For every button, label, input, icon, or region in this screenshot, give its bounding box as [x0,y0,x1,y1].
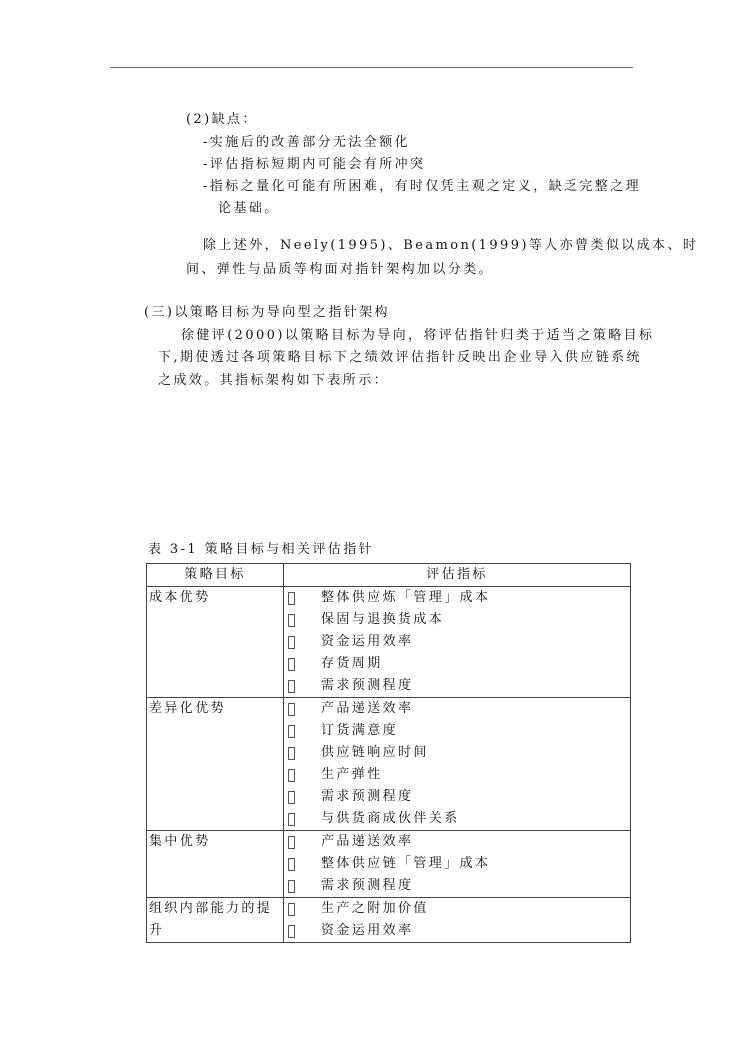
indicator-item [284,875,630,897]
indicator-label: 需求预测程度 [321,878,414,893]
strategy-goal: 差异化优势 [147,698,284,831]
indicator-label: 资金运用效率 [321,634,414,649]
indicator-label: 产品递送效率 [321,701,414,716]
indicator-item [284,720,630,742]
bullet-box-icon [288,903,295,916]
bullet-box-icon [288,725,295,738]
table-row [147,831,631,898]
strategy-goal: 集中优势 [147,831,284,898]
indicator-cell [284,898,631,943]
indicator-label: 整体供应链「管理」成本 [321,856,491,871]
indicator-item [284,831,630,853]
bullet-box-icon [288,680,295,693]
indicator-item [284,631,630,653]
cons-item: -指标之量化可能有所困难，有时仅凭主观之定义，缺乏完整之理 [203,179,641,194]
indicator-label: 需求预测程度 [321,789,414,804]
cons-item: -实施后的改善部分无法全额化 [203,135,410,150]
bullet-box-icon [288,592,295,605]
indicator-label: 生产之附加价值 [321,901,429,916]
indicator-item [284,786,630,808]
indicator-item [284,742,630,764]
column-header: 评估指标 [284,564,631,587]
bullet-box-icon [288,703,295,716]
paragraph-line: 下,期使透过各项策略目标下之绩效评估指针反映出企业导入供应链系统 [158,350,642,365]
cons-item: -评估指标短期内可能会有所冲突 [203,157,426,172]
cons-heading: (2)缺点： [186,112,258,127]
indicator-cell [284,698,631,831]
indicator-item [284,587,630,609]
indicator-label: 存货周期 [321,656,383,671]
indicator-cell [284,831,631,898]
indicator-label: 与供货商成伙伴关系 [321,811,460,826]
indicator-label: 订货满意度 [321,723,399,738]
indicator-label: 生产弹性 [321,767,383,782]
bullet-box-icon [288,614,295,627]
bullet-box-icon [288,636,295,649]
table-row [147,898,631,943]
indicator-label: 整体供应炼「管理」成本 [321,590,491,605]
bullet-box-icon [288,747,295,760]
indicator-item [284,675,630,697]
section-title: (三)以策略目标为导向型之指针架构 [144,305,390,320]
indicator-item [284,653,630,675]
cons-item: 论基础。 [218,201,280,216]
indicator-item [284,920,630,942]
indicator-cell [284,587,631,698]
indicator-item [284,698,630,720]
bullet-box-icon [288,925,295,938]
indicator-label: 需求预测程度 [321,678,414,693]
indicator-item [284,808,630,830]
strategy-goal: 成本优势 [147,587,284,698]
bullet-box-icon [288,813,295,826]
paragraph-line: 除上述外，Neely(1995)、Beamon(1999)等人亦曾类似以成本、时 [203,238,699,253]
bullet-box-icon [288,769,295,782]
indicator-label: 保固与退换货成本 [321,612,445,627]
paragraph-line: 间、弹性与品质等构面对指针架构加以分类。 [186,262,495,277]
indicator-item [284,853,630,875]
indicator-item [284,609,630,631]
strategy-goal: 组织内部能力的提升 [147,898,284,943]
header-rule [110,67,633,68]
paragraph-line: 徐健评(2000)以策略目标为导向，将评估指针归类于适当之策略目标 [181,328,655,343]
column-header: 策略目标 [147,564,284,587]
bullet-box-icon [288,836,295,849]
indicator-label: 供应链响应时间 [321,745,429,760]
indicator-label: 资金运用效率 [321,923,414,938]
bullet-box-icon [288,658,295,671]
bullet-box-icon [288,858,295,871]
indicator-item [284,764,630,786]
indicator-item [284,898,630,920]
bullet-box-icon [288,791,295,804]
paragraph-line: 之成效。其指标架构如下表所示： [158,373,390,388]
table-row [147,698,631,831]
bullet-box-icon [288,880,295,893]
table-caption: 表 3-1 策略目标与相关评估指针 [148,542,374,557]
table-row [147,587,631,698]
strategy-indicator-table [146,563,631,943]
indicator-label: 产品递送效率 [321,834,414,849]
